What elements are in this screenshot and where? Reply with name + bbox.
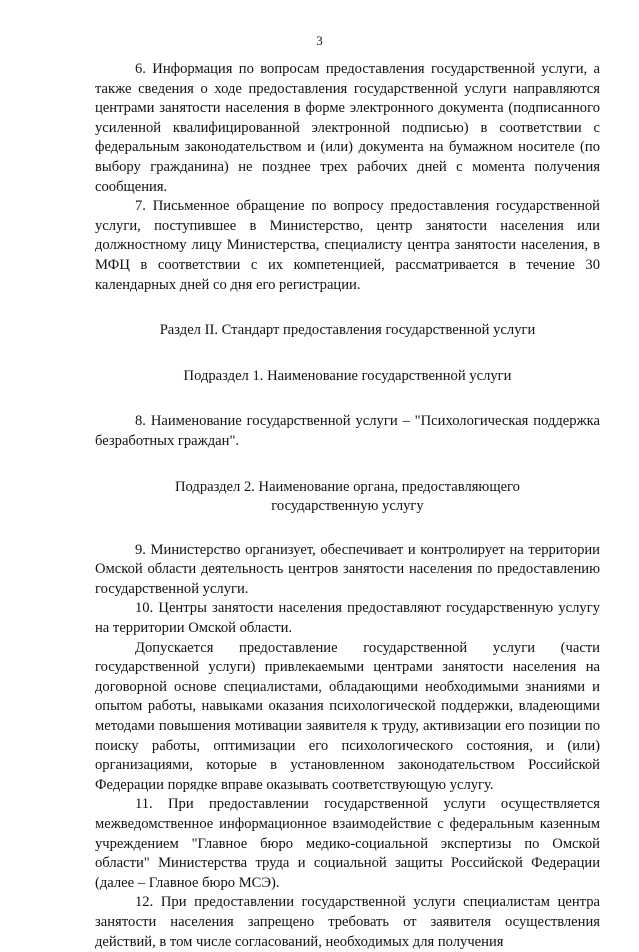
paragraph-7: 7. Письменное обращение по вопросу предоставления государственной услуги, поступившее в Министерство, центр занятости населения или должностному лицу Министерства, специалисту центра занятости населения, в МФЦ в соответствии с их компетенцией, рассматривается в течение 30 календарных дней со дня его регистрации. bbox=[95, 198, 600, 293]
document-body bbox=[95, 60, 600, 952]
paragraph-6: 6. Информация по вопросам предоставления государственной услуги, а также сведения о ходе предоставления государственной услуги направляются центрами занятости населения в форме электронного документа (подписанного усиленной квалифицированной электронной подписью) в соответствии с федеральным законодательством и (или) документа на бумажном носителе (по выбору гражданина) не позднее трех рабочих дней с момента получения сообщения. bbox=[95, 61, 600, 195]
subsection-1-heading: Подраздел 1. Наименование государственной услуги bbox=[183, 367, 512, 384]
paragraph-11: 11. При предоставлении государственной услуги осуществляется межведомственное информационное взаимодействие с федеральным казенным учреждением "Главное бюро медико-социальной экспертизы по Омской области" Министерства труда и социальной защиты Российской Федерации (далее – Главное бюро МСЭ). bbox=[95, 796, 600, 891]
subsection-2-heading: Подраздел 2. Наименование органа, предоставляющего государственную услугу bbox=[175, 478, 520, 515]
section-heading: Раздел II. Стандарт предоставления государственной услуги bbox=[159, 322, 536, 339]
paragraph-10-continuation: Допускается предоставление государственной услуги (части государственной услуги) привлекаемыми центрами занятости населения на договорной основе специалистами, обладающими необходимыми знаниями и опытом работы, навыками оказания психологической поддержки, владеющими методами повышения мотивации заявителя к труду, активизации его позиции по поиску работы, оптимизации его психологического состояния, и (или) организациями, которые в установленном законодательством Российской Федерации порядке вправе оказывать соответствующую услугу. bbox=[95, 639, 600, 793]
paragraph-8: 8. Наименование государственной услуги – "Психологическая поддержка безработных граждан". bbox=[95, 413, 600, 449]
paragraph-10: 10. Центры занятости населения предоставляют государственную услугу на территории Омской области. bbox=[95, 600, 600, 637]
paragraph-12: 12. При предоставлении государственной услуги специалистам центра занятости населения запрещено требовать от заявителя осуществления действий, в том числе согласований, необходимых для получения bbox=[95, 894, 600, 950]
page-number: 3 bbox=[316, 33, 323, 48]
paragraph-9: 9. Министерство организует, обеспечивает и контролирует на территории Омской области деятельность центров занятости населения по предоставлению государственной услуги. bbox=[95, 541, 600, 597]
